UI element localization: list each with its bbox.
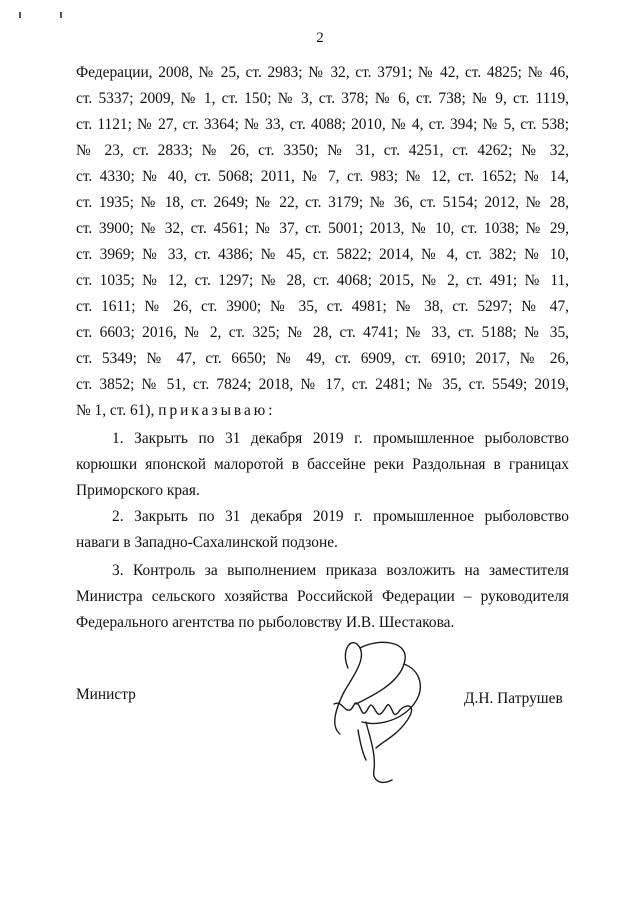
preamble-line: ст. 4330; № 40, ст. 5068; 2011, № 7, ст. 983; № 12, ст. 1652; № 14, — [76, 168, 569, 185]
item-1-line: корюшки японской малоротой в бассейне реки Раздольная в границах — [76, 456, 569, 473]
preamble-line: ст. 1935; № 18, ст. 2649; № 22, ст. 3179; № 36, ст. 5154; 2012, № 28, — [76, 194, 569, 211]
item-2-line: 2. Закрыть по 31 декабря 2019 г. промышленное рыболовство — [112, 508, 569, 525]
preamble-line: ст. 5337; 2009, № 1, ст. 150; № 3, ст. 378; № 6, ст. 738; № 9, ст. 1119, — [76, 90, 569, 107]
item-1-line: 1. Закрыть по 31 декабря 2019 г. промышленное рыболовство — [112, 430, 569, 447]
preamble-last-line — [76, 402, 569, 420]
preamble-line: Федерации, 2008, № 25, ст. 2983; № 32, ст. 3791; № 42, ст. 4825; № 46, — [76, 64, 569, 81]
preamble-line: ст. 3852; № 51, ст. 7824; 2018, № 17, ст. 2481; № 35, ст. 5549; 2019, — [76, 376, 569, 393]
item-3-line: 3. Контроль за выполнением приказа возложить на заместителя — [112, 562, 569, 579]
signer-title: Министр — [76, 686, 136, 703]
preamble-line: № 23, ст. 2833; № 26, ст. 3350; № 31, ст. 4251, ст. 4262; № 32, — [76, 142, 569, 159]
item-3-line: Министра сельского хозяйства Российской Федерации – руководителя — [76, 588, 569, 605]
item-1-line: Приморского края. — [76, 482, 200, 499]
preamble-line: ст. 6603; 2016, № 2, ст. 325; № 28, ст. 4741; № 33, ст. 5188; № 35, — [76, 324, 569, 341]
preamble-line: ст. 1035; № 12, ст. 1297; № 28, ст. 4068; 2015, № 2, ст. 491; № 11, — [76, 272, 569, 289]
order-word: приказываю: — [158, 402, 276, 419]
scan-mark — [60, 12, 62, 18]
preamble-line: ст. 1611; № 26, ст. 3900; № 35, ст. 4981; № 38, ст. 5297; № 47, — [76, 298, 569, 315]
preamble-line: ст. 3969; № 33, ст. 4386; № 45, ст. 5822; 2014, № 4, ст. 382; № 10, — [76, 246, 569, 263]
preamble-line: ст. 1121; № 27, ст. 3364; № 33, ст. 4088; 2010, № 4, ст. 394; № 5, ст. 538; — [76, 116, 569, 133]
item-3-line: Федерального агентства по рыболовству И.В. Шестакова. — [76, 614, 455, 631]
preamble-line: ст. 5349; № 47, ст. 6650; № 49, ст. 6909, ст. 6910; 2017, № 26, — [76, 350, 569, 367]
page-number: 2 — [316, 30, 324, 46]
preamble-line: ст. 3900; № 32, ст. 4561; № 37, ст. 5001; 2013, № 10, ст. 1038; № 29, — [76, 220, 569, 237]
handwritten-signature — [300, 630, 460, 790]
signer-name: Д.Н. Патрушев — [464, 690, 563, 707]
item-2-line: наваги в Западно-Сахалинской подзоне. — [76, 534, 338, 551]
scan-mark — [19, 12, 21, 18]
preamble-citation: № 1, ст. 61), — [76, 402, 155, 419]
